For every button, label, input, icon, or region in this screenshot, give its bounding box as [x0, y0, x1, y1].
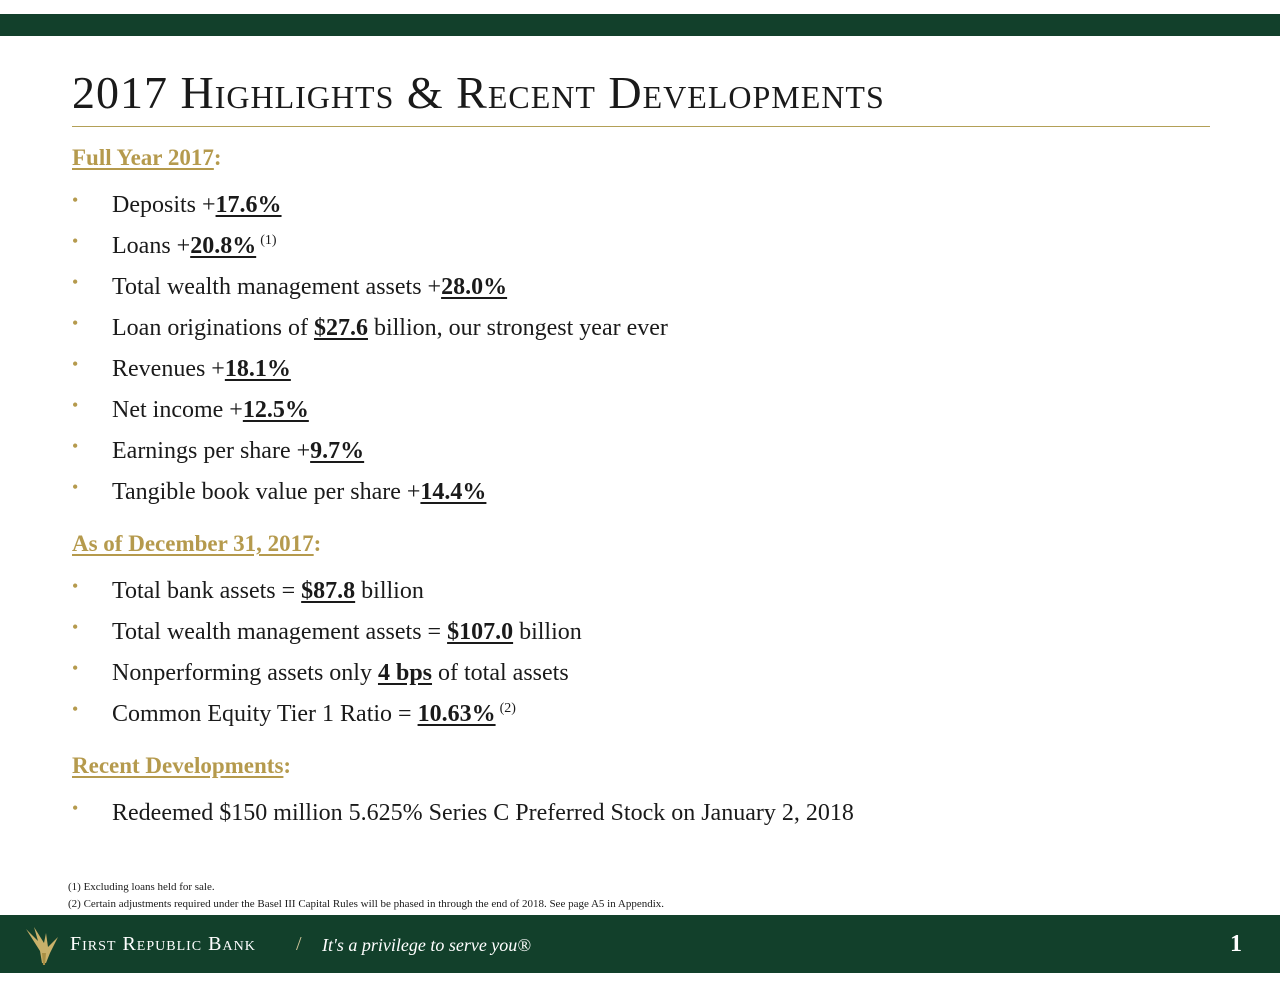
footnotes [68, 879, 664, 913]
bullet-icon: • [72, 231, 79, 251]
highlight-value: 10.63% [417, 701, 496, 727]
bullet-icon: • [72, 576, 79, 596]
highlight-value: $27.6 [313, 315, 368, 341]
section-heading-as-of-date: As of December 31, 2017: [72, 531, 322, 556]
footnote-2: (2) Certain adjustments required under the Basel III Capital Rules will be phased in through the end of 2018. See page A5 in Appendix. [68, 898, 665, 910]
highlight-value: 12.5% [242, 397, 309, 423]
page-title: 2017 Highlights & Recent Developments [72, 67, 885, 118]
bullet-icon: • [72, 190, 79, 210]
eagle-logo-icon [24, 923, 64, 967]
section-heading-recent-developments: Recent Developments: [72, 753, 292, 778]
bullet-icon: • [72, 798, 79, 818]
bullet-icon: • [72, 436, 79, 456]
tagline: It's a privilege to serve you® [322, 935, 531, 955]
title-divider [72, 126, 1210, 127]
bullet-icon: • [72, 617, 79, 637]
bullet-icon: • [72, 477, 79, 497]
highlight-value: 14.4% [420, 479, 487, 505]
bullet-icon: • [72, 395, 79, 415]
page-number: 1 [1230, 931, 1242, 957]
bullet-icon: • [72, 354, 79, 374]
highlight-value: 28.0% [441, 274, 508, 300]
highlight-value: $107.0 [447, 619, 514, 645]
footer-bar [0, 915, 1280, 973]
highlight-value: $87.8 [301, 578, 356, 604]
highlight-value: 9.7% [310, 438, 365, 464]
section-heading-full-year: Full Year 2017: [72, 145, 222, 170]
highlight-value: 18.1% [224, 356, 291, 382]
top-header-bar [0, 14, 1280, 36]
bank-name: First Republic Bank [70, 933, 256, 955]
bullet-icon: • [72, 313, 79, 333]
bullet-icon: • [72, 272, 79, 292]
highlight-value: 4 bps [377, 660, 433, 686]
highlight-value: 20.8% [190, 233, 257, 259]
footnote-1: (1) Excluding loans held for sale. [68, 881, 215, 893]
bullet-icon: • [72, 699, 79, 719]
bullet-icon: • [72, 658, 79, 678]
footer-separator: / [296, 933, 302, 955]
footnote-ref: (1) [260, 233, 277, 248]
highlight-value: 17.6% [215, 192, 282, 218]
footnote-ref: (2) [499, 701, 516, 716]
